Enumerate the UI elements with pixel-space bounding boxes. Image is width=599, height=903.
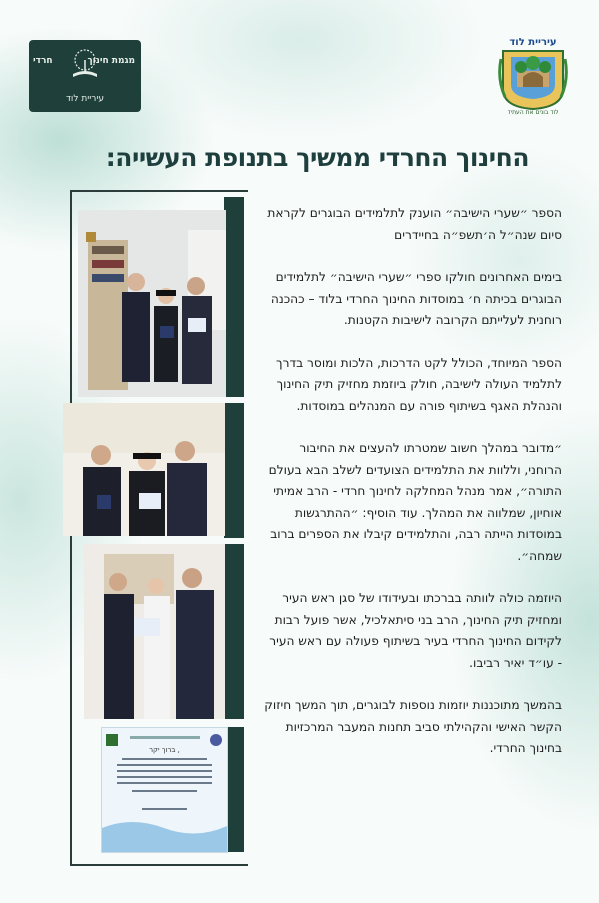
article-paragraph: בהמשך מתוכננות יוזמות נוספות לבוגרים, תוך המשך חיזוק הקשר האישי והקהילתי סביב תחנות המעבר המרכזיות בחינוך החרדי. [264, 698, 562, 755]
photo-accent-bar [224, 544, 244, 719]
crest-shield-icon [497, 49, 569, 111]
logo-city: עיריית לוד [65, 94, 104, 104]
photo-office-book-presentation [78, 210, 226, 397]
photo-accent-bar [224, 403, 244, 538]
photo-certificate-presentation-1 [63, 403, 225, 536]
article-body [262, 203, 562, 781]
crest-title: עיריית לוד [509, 37, 557, 48]
photo-accent-bar [224, 197, 244, 397]
certificate-image [101, 727, 228, 853]
logo-text-left: חרדי [33, 56, 53, 66]
certificate-heading: ברוך יקר , [149, 746, 180, 754]
page-headline: החינוך החרדי ממשיך בתנופת העשייה: [105, 143, 529, 172]
lod-city-crest [497, 37, 569, 119]
haredi-education-logo [29, 40, 141, 112]
photo-certificate-presentation-2 [84, 544, 225, 719]
article-paragraph: ״מדובר במהלך חשוב שמטרתו להעצים את החיבור הרוחני, וללוות את התלמידים הצועדים לשלב הבא בעולם התורה״, אמר מנהל המחלקה לחינוך חרדי - הרב אמיתי אוחיון, שמלווה את המהלך. עוד הוסיף: ״ההתרגשות במוסדות הייתה רבה, והתלמידים קיבלו את הספרים ברוב שמחה״. [268, 441, 562, 563]
article-paragraph: בימים האחרונים חולקו ספרי ״שערי הישיבה״ לתלמידים הבוגרים בכיתה ח׳ במוסדות החינוך החרדי בלוד – כהכנה רוחנית לעלייתם הקרובה לישיבות הקטנות. [270, 270, 562, 327]
crest-motto: לוד בונים את העתיד [507, 109, 559, 116]
logo-text-right: מגמת חינוך [87, 56, 135, 66]
article-paragraph: היוזמה כולה לוותה בברכתו ובעידודו של סגן ראש העיר ומחזיק תיק החינוך, הרב בני סיתאלכיל, אשר פועל רבות לקידום החינוך החרדי בעיר בשיתוף פעולה עם ראש העיר - עו״ד יאיר רביבו. [269, 591, 562, 670]
article-paragraph: הספר המיוחד, הכולל לקט הדרכות, הלכות ומוסר בדרך לתלמיד העולה לישיבה, חולק ביוזמת מחזיק תיק החינוך והנהלת האגף בשיתוף פורה עם המנהלים במוסדות. [276, 355, 562, 413]
article-paragraph: הספר ״שערי הישיבה״ הוענק לתלמידים הבוגרים לקראת סיום שנה״ל ה׳תשפ״ה בחיידרים [267, 206, 562, 242]
